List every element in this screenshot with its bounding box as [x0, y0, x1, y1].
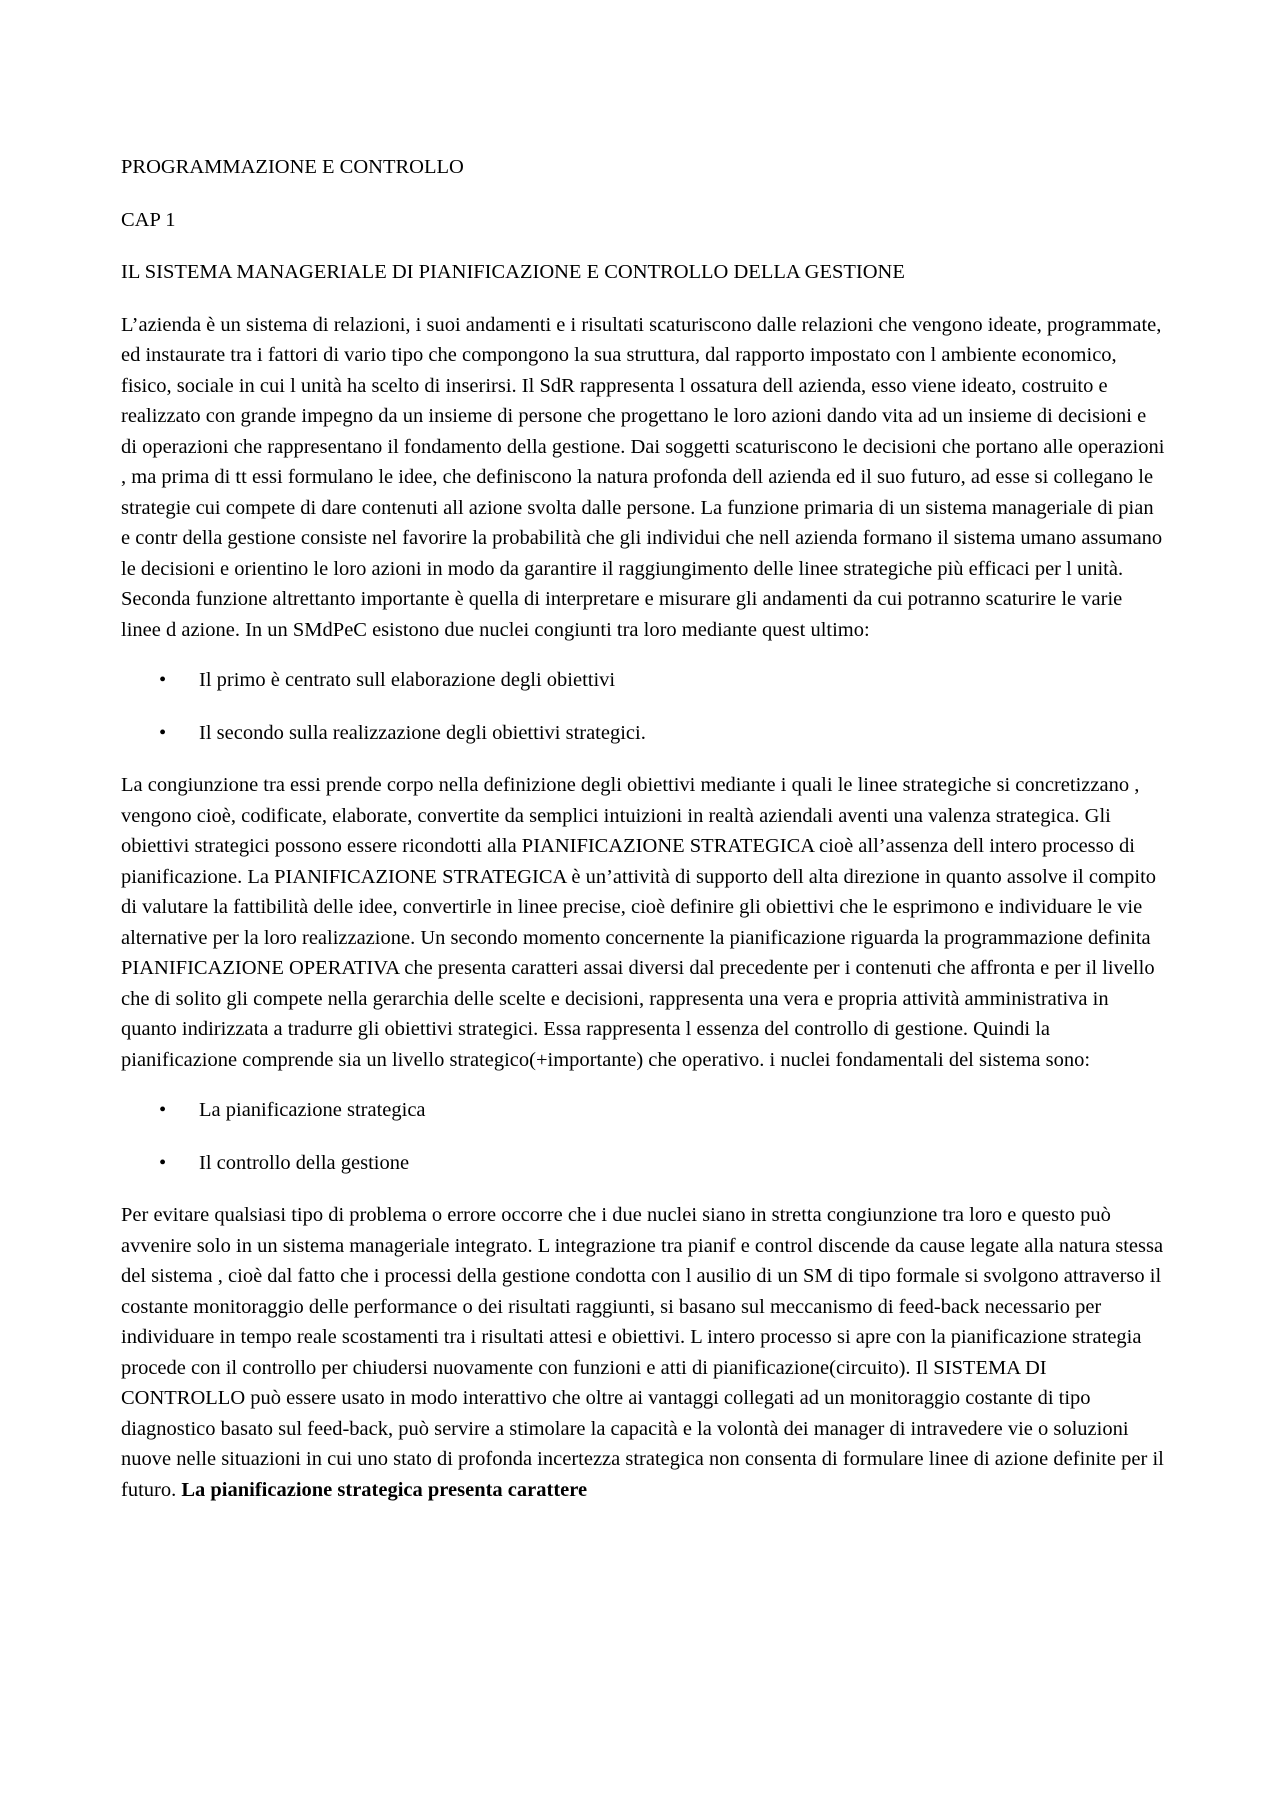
paragraph-1: L’azienda è un sistema di relazioni, i suoi andamenti e i risultati scaturiscono dalle relazioni che vengono ideate, programmate, ed instaurate tra i fattori di vario tipo che compongono la sua struttura, dal rapporto impostato con l ambiente economico, fisico, sociale in cui l unità ha scelto di inserirsi. Il SdR rappresenta l ossatura dell azienda, esso viene ideato, costruito e realizzato con grande impegno da un insieme di persone che progettano le loro azioni dando vita ad un insieme di decisioni e di operazioni che rappresentano il fondamento della gestione. Dai soggetti scaturiscono le decisioni che portano alle operazioni , ma prima di tt essi formulano le idee, che definiscono la natura profonda dell azienda ed il suo futuro, ad esse si collegano le strategie cui compete di dare contenuti all azione svolta dalle persone. La funzione primaria di un sistema manageriale di pian e contr della gestione consiste nel favorire la probabilità che gli individui che nell azienda formano il sistema umano assumano le decisioni e orientino le loro azioni in modo da garantire il raggiungimento delle linee strategiche più efficaci per l unità. Seconda funzione altrettanto importante è quella di interpretare e misurare gli andamenti da cui potranno scaturire le varie linee d azione. In un SMdPeC esistono due nuclei congiunti tra loro mediante quest ultimo:: [121, 313, 1165, 641]
paragraph-2: La congiunzione tra essi prende corpo nella definizione degli obiettivi mediante i quali le linee strategiche si concretizzano , vengono cioè, codificate, elaborate, convertite da semplici intuizioni in realtà aziendali aventi una valenza strategica. Gli obiettivi strategici possono essere ricondotti alla PIANIFICAZIONE STRATEGICA cioè all’assenza dell intero processo di pianificazione. La PIANIFICAZIONE STRATEGICA è un’attività di supporto dell alta direzione in quanto assolve il compito di valutare la fattibilità delle idee, convertirle in linee precise, cioè definire gli obiettivi che le esprimono e individuare le vie alternative per la loro realizzazione. Un secondo momento concernente la pianificazione riguarda la programmazione definita PIANIFICAZIONE OPERATIVA che presenta caratteri assai diversi dal precedente per i contenuti che affronta e per il livello che di solito gli compete nella gerarchia delle scelte e decisioni, rappresenta una vera e propria attività amministrativa in quanto indirizzata a tradurre gli obiettivi strategici. Essa rappresenta l essenza del controllo di gestione. Quindi la pianificazione comprende sia un livello strategico(+importante) che operativo. i nuclei fondamentali del sistema sono:: [121, 774, 1157, 1071]
list-item-text: Il primo è centrato sull elaborazione degli obiettivi: [199, 669, 616, 691]
bullet-icon: •: [159, 721, 167, 744]
bullet-icon: •: [159, 1099, 167, 1121]
section-title: IL SISTEMA MANAGERIALE DI PIANIFICAZIONE E CONTROLLO DELLA GESTIONE: [121, 261, 905, 283]
list-item-text: Il controllo della gestione: [199, 1151, 410, 1174]
list-item: [121, 665, 1167, 696]
bullet-list-2: [121, 1095, 1167, 1178]
paragraph-3-bold-text: La pianificazione strategica presenta carattere: [181, 1478, 588, 1501]
document-title: PROGRAMMAZIONE E CONTROLLO: [121, 156, 464, 178]
list-item-text: Il secondo sulla realizzazione degli obiettivi strategici.: [199, 721, 646, 744]
list-item: [121, 718, 1167, 749]
paragraph-3-text: Per evitare qualsiasi tipo di problema o errore occorre che i due nuclei siano in stretta congiunzione tra loro e questo può avvenire solo in un sistema manageriale integrato. L integrazione tra pianif e control discende da cause legate alla natura stessa del sistema , cioè dal fatto che i processi della gestione condotta con l ausilio di un SM di tipo formale si svolgono attraverso il costante monitoraggio delle performance o dei risultati raggiunti, si basano sul meccanismo di feed-back necessario per individuare in tempo reale scostamenti tra i risultati attesi e obiettivi. L intero processo si apre con la pianificazione strategia procede con il controllo per chiudersi nuovamente con funzioni e atti di pianificazione(circuito). Il SISTEMA DI CONTROLLO può essere usato in modo interattivo che oltre ai vantaggi collegati ad un monitoraggio costante di tipo diagnostico basato sul feed-back, può servire a stimolare la capacità e la volontà dei manager di intravedere vie o soluzioni nuove nelle situazioni in cui uno stato di profonda incertezza strategica non consenta di formulare linee di azione definite per il futuro.: [121, 1204, 1164, 1501]
paragraph-3: [121, 1200, 1167, 1505]
chapter-label: CAP 1: [121, 208, 176, 231]
document-page: [121, 152, 1167, 1525]
list-item: [121, 1095, 1167, 1126]
list-item: [121, 1148, 1167, 1179]
bullet-icon: •: [159, 1151, 167, 1174]
bullet-icon: •: [159, 669, 167, 691]
list-item-text: La pianificazione strategica: [199, 1099, 426, 1121]
bullet-list-1: [121, 665, 1167, 748]
